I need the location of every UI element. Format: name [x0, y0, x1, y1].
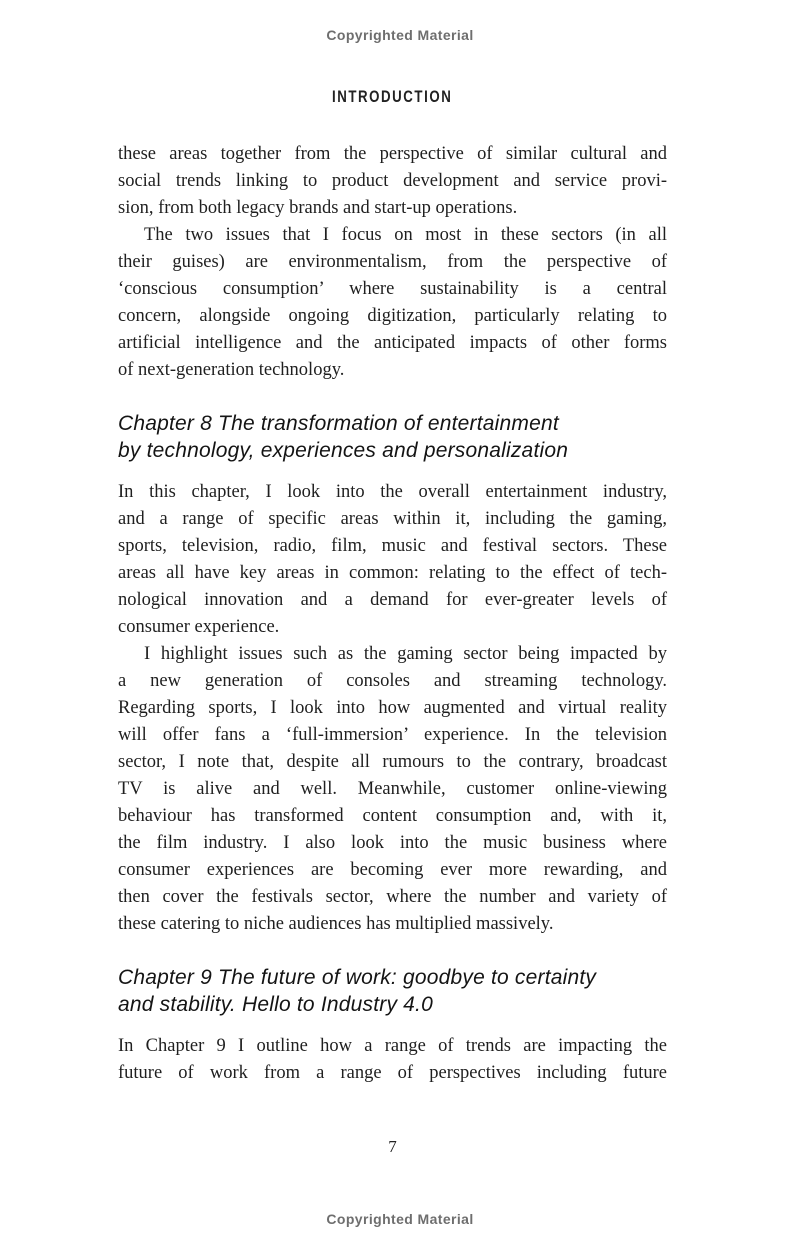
text-line: future of work from a range of perspectives including future: [118, 1063, 667, 1083]
text-line: I highlight issues such as the gaming sector being impacted by: [144, 644, 667, 664]
chapter-heading: [118, 964, 667, 1018]
running-head-label: INTRODUCTION: [332, 87, 453, 106]
running-head: [118, 87, 667, 107]
text-line: then cover the festivals sector, where the number and variety of: [118, 887, 667, 907]
text-line: sports, television, radio, film, music and festival sectors. These: [118, 536, 667, 556]
text-line: Regarding sports, I look into how augmented and virtual reality: [118, 698, 667, 718]
heading-line: Chapter 9 The future of work: goodbye to certainty: [118, 966, 597, 989]
text-line: sion, from both legacy brands and start-up operations.: [118, 198, 518, 218]
text-line: these areas together from the perspective of similar cultural and: [118, 144, 667, 164]
text-line: In this chapter, I look into the overall entertainment industry,: [118, 482, 667, 502]
text-line: consumer experience.: [118, 617, 280, 637]
text-line: social trends linking to product development and service provi-: [118, 171, 667, 191]
text-line: The two issues that I focus on most in these sectors (in all: [144, 225, 667, 245]
body-paragraph: [118, 1033, 667, 1087]
heading-line: and stability. Hello to Industry 4.0: [118, 993, 433, 1016]
text-line: artificial intelligence and the anticipated impacts of other forms: [118, 333, 667, 353]
copyright-notice-bottom: Copyrighted Material: [326, 1211, 474, 1227]
text-line: the film industry. I also look into the music business where: [118, 833, 667, 853]
text-line: concern, alongside ongoing digitization, particularly relating to: [118, 306, 667, 326]
text-block: [118, 141, 667, 1087]
page-number: 7: [388, 1137, 397, 1156]
body-paragraph: [118, 479, 667, 641]
text-line: In Chapter 9 I outline how a range of trends are impacting the: [118, 1036, 667, 1056]
heading-line: by technology, experiences and personalization: [118, 439, 569, 462]
text-line: a new generation of consoles and streaming technology.: [118, 671, 667, 691]
heading-line: Chapter 8 The transformation of entertainment: [118, 412, 559, 435]
text-line: ‘conscious consumption’ where sustainability is a central: [118, 279, 667, 299]
text-line: sector, I note that, despite all rumours to the contrary, broadcast: [118, 752, 667, 772]
text-line: of next-generation technology.: [118, 360, 345, 380]
text-line: TV is alive and well. Meanwhile, customer online-viewing: [118, 779, 667, 799]
text-line: will offer fans a ‘full-immersion’ experience. In the television: [118, 725, 667, 745]
chapter-heading: [118, 410, 667, 464]
body-paragraph: [118, 141, 667, 222]
text-line: these catering to niche audiences has multiplied massively.: [118, 914, 554, 934]
text-line: their guises) are environmentalism, from the perspective of: [118, 252, 667, 272]
text-line: areas all have key areas in common: relating to the effect of tech-: [118, 563, 667, 583]
text-line: nological innovation and a demand for ever-greater levels of: [118, 590, 667, 610]
text-line: behaviour has transformed content consumption and, with it,: [118, 806, 667, 826]
text-line: consumer experiences are becoming ever more rewarding, and: [118, 860, 667, 880]
body-paragraph: [118, 641, 667, 938]
copyright-notice-top: Copyrighted Material: [326, 27, 474, 43]
text-line: and a range of specific areas within it, including the gaming,: [118, 509, 667, 529]
body-paragraph: [118, 222, 667, 384]
